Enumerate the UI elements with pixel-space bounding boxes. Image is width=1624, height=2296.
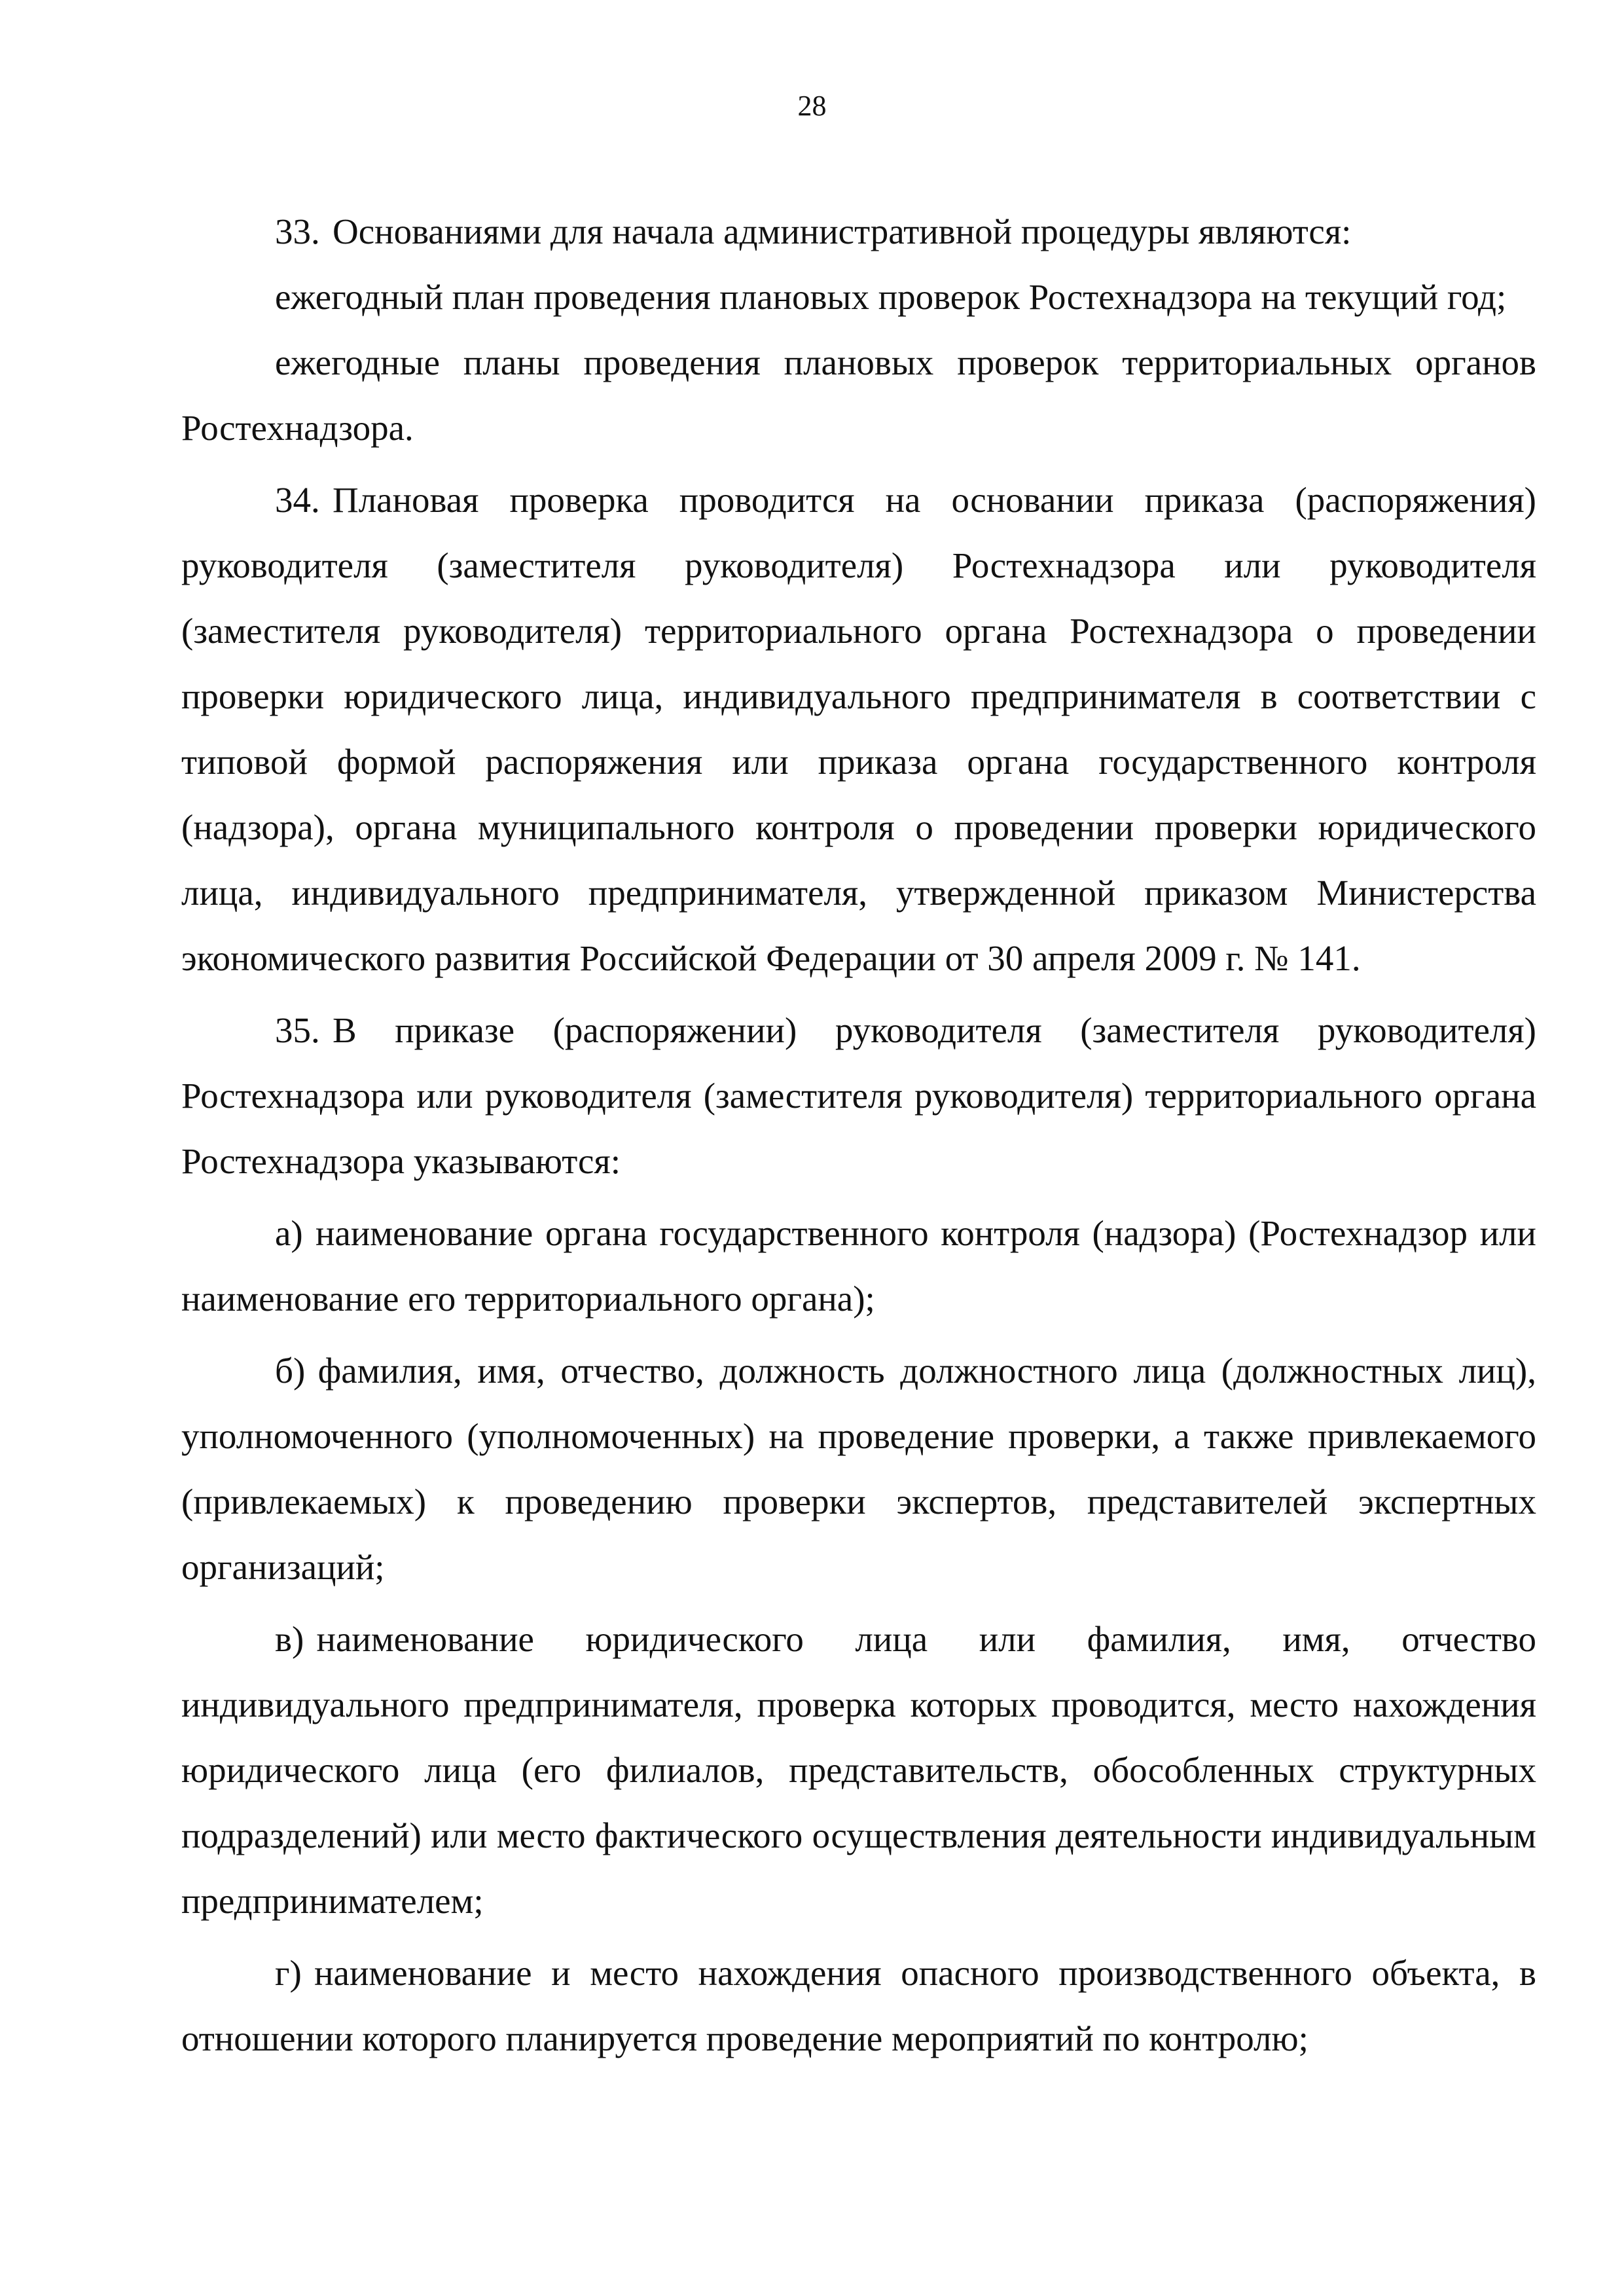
list-item-a (181, 1201, 1536, 1332)
list-item-v (181, 1607, 1536, 1934)
paragraph-text: ежегодный план проведения плановых проверок Ростехнадзора на текущий год; (275, 277, 1507, 317)
list-item-g (181, 1941, 1536, 2071)
list-item-text: наименование и место нахождения опасного производственного объекта, в отношении которого планируется проведение мероприятий по контролю; (181, 1953, 1536, 2058)
paragraph-35 (181, 998, 1536, 1194)
list-item-b (181, 1338, 1536, 1600)
page-number: 28 (797, 90, 827, 122)
list-item-text: фамилия, имя, отчество, должность должностного лица (должностных лиц), уполномоченного (уполномоченных) на проведение проверки, а также привлекаемого (привлекаемых) к проведению проверки экспертов, представителей экспертных организаций; (181, 1351, 1536, 1587)
paragraph-33 (181, 199, 1536, 264)
list-item-letter: б) (275, 1351, 306, 1391)
paragraph-33-basis-annual-plan (181, 264, 1536, 330)
paragraph-33-basis-territorial-plans (181, 330, 1536, 461)
paragraph-number: 35. (275, 1010, 320, 1050)
paragraph-text: В приказе (распоряжении) руководителя (заместителя руководителя) Ростехнадзора или руководителя (заместителя руководителя) территориального органа Ростехнадзора указываются: (181, 1010, 1536, 1181)
paragraph-text: Основаниями для начала административной процедуры являются: (333, 211, 1352, 251)
list-item-letter: г) (275, 1953, 302, 1993)
list-item-text: наименование органа государственного контроля (надзора) (Ростехнадзор или наименование его территориального органа); (181, 1213, 1536, 1319)
list-item-text: наименование юридического лица или фамилия, имя, отчество индивидуального предпринимателя, проверка которых проводится, место нахождения юридического лица (его филиалов, представительств, обособленных структурных подразделений) или место фактического осуществления деятельности индивидуальным предпринимателем; (181, 1619, 1536, 1921)
list-item-letter: а) (275, 1213, 303, 1253)
paragraph-text: ежегодные планы проведения плановых проверок территориальных органов Ростехнадзора. (181, 342, 1536, 448)
list-item-letter: в) (275, 1619, 304, 1659)
paragraph-number: 33. (275, 211, 320, 251)
paragraph-text: Плановая проверка проводится на основании приказа (распоряжения) руководителя (заместителя руководителя) Ростехнадзора или руководителя (заместителя руководителя) территориального органа Ростехнадзора о проведении проверки юридического лица, индивидуального предпринимателя в соответствии с типовой формой распоряжения или приказа органа государственного контроля (надзора), органа муниципального контроля о проведении проверки юридического лица, индивидуального предпринимателя, утвержденной приказом Министерства экономического развития Российской Федерации от 30 апреля 2009 г. № 141. (181, 480, 1536, 978)
document-body (181, 199, 1536, 2071)
paragraph-number: 34. (275, 480, 320, 520)
paragraph-34 (181, 467, 1536, 991)
